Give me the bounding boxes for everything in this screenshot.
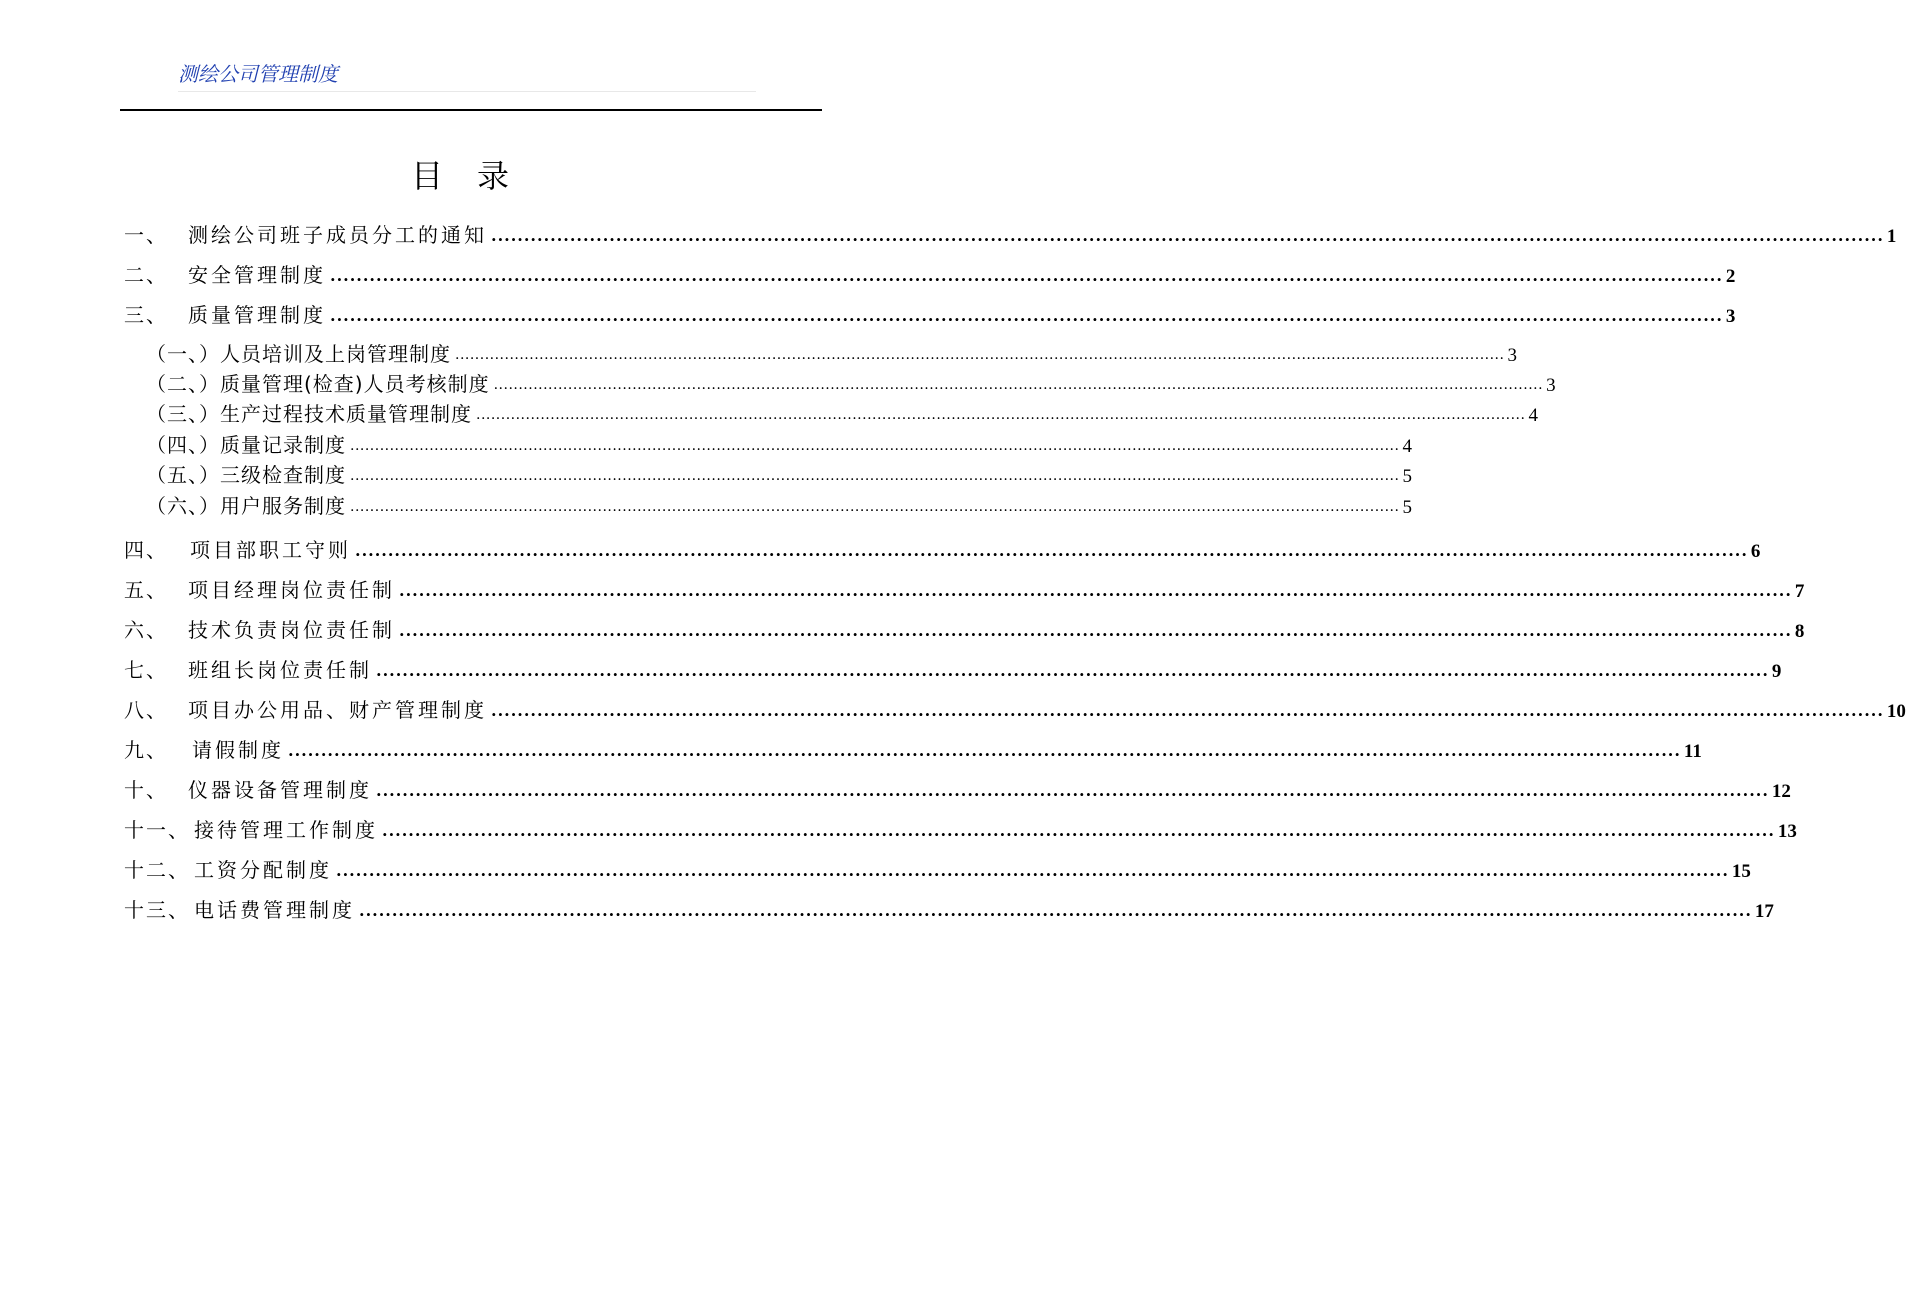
- toc-dot-leader: ....................................................................................................................................................................................................................: [399, 581, 1792, 600]
- toc-entry-page-number: 10: [1886, 701, 1906, 722]
- toc-entry[interactable]: [124, 813, 1797, 843]
- header-faint-rule: [178, 91, 756, 92]
- toc-entry-label: （六、）用户服务制度: [146, 494, 346, 518]
- toc-dot-leader: ....................................................................................................................................................................................................................: [376, 661, 1769, 680]
- toc-entry-page-number: 8: [1794, 621, 1805, 642]
- toc-entry-number: 六、: [124, 618, 168, 642]
- toc-entry[interactable]: [124, 653, 1782, 683]
- toc-dot-leader: ....................................................................................................................................................................................................................: [455, 347, 1505, 363]
- toc-entry-page-number: 5: [1402, 497, 1412, 518]
- toc-entry-page-number: 11: [1683, 741, 1702, 762]
- toc-dot-leader: ....................................................................................................................................................................................................................: [355, 541, 1748, 560]
- header-rule: [120, 109, 822, 111]
- toc-entry-label: 项目经理岗位责任制: [188, 578, 395, 602]
- toc-entry[interactable]: [146, 460, 1412, 488]
- toc-entry-number: 二、: [124, 263, 168, 287]
- toc-entry-number: 十二、: [124, 858, 190, 882]
- toc-entry-page-number: 5: [1402, 466, 1412, 487]
- toc-entry-page-number: 9: [1771, 661, 1782, 682]
- toc-dot-leader: ....................................................................................................................................................................................................................: [399, 621, 1792, 640]
- toc-entry-page-number: 6: [1750, 541, 1761, 562]
- toc-entry[interactable]: [124, 613, 1805, 643]
- toc-dot-leader: ....................................................................................................................................................................................................................: [476, 407, 1526, 423]
- toc-entry[interactable]: [146, 430, 1412, 458]
- toc-entry-page-number: 13: [1777, 821, 1797, 842]
- toc-entry[interactable]: [146, 399, 1538, 427]
- toc-entry-page-number: 1: [1886, 226, 1897, 247]
- toc-entry-number: 四、: [124, 538, 168, 562]
- toc-dot-leader: ....................................................................................................................................................................................................................: [330, 306, 1723, 325]
- toc-entry-label: 安全管理制度: [188, 263, 326, 287]
- toc-entry-number: 五、: [124, 578, 168, 602]
- toc-entry-label: 项目部职工守则: [190, 538, 351, 562]
- toc-entry[interactable]: [124, 733, 1702, 763]
- toc-entry[interactable]: [146, 491, 1412, 519]
- toc-entry-label: （一、）人员培训及上岗管理制度: [146, 342, 451, 366]
- toc-entry-label: 项目办公用品、财产管理制度: [188, 698, 487, 722]
- toc-entry-page-number: 3: [1507, 345, 1517, 366]
- toc-entry-label: 质量管理制度: [188, 303, 326, 327]
- toc-dot-leader: ....................................................................................................................................................................................................................: [359, 901, 1752, 920]
- toc-entry-label: （二、）质量管理(检查)人员考核制度: [146, 372, 490, 396]
- toc-entry-number: 七、: [124, 658, 168, 682]
- toc-entry-label: （五、）三级检查制度: [146, 463, 346, 487]
- toc-entry-page-number: 7: [1794, 581, 1805, 602]
- toc-entry[interactable]: [124, 773, 1791, 803]
- toc-entry-number: 十三、: [124, 898, 190, 922]
- toc-entry-page-number: 3: [1725, 306, 1736, 327]
- toc-dot-leader: ....................................................................................................................................................................................................................: [493, 377, 1544, 393]
- toc-entry-page-number: 12: [1771, 781, 1791, 802]
- toc-entry-number: 三、: [124, 303, 168, 327]
- toc-dot-leader: ....................................................................................................................................................................................................................: [350, 499, 1400, 515]
- toc-entry[interactable]: [124, 573, 1805, 603]
- toc-entry-page-number: 2: [1725, 266, 1736, 287]
- toc-entry-label: （三、）生产过程技术质量管理制度: [146, 402, 472, 426]
- toc-entry[interactable]: [146, 339, 1517, 367]
- toc-dot-leader: ....................................................................................................................................................................................................................: [350, 468, 1400, 484]
- toc-entry-page-number: 15: [1731, 861, 1751, 882]
- toc-entry-page-number: 17: [1754, 901, 1774, 922]
- toc-entry[interactable]: [146, 369, 1556, 397]
- toc-entry-number: 八、: [124, 698, 168, 722]
- toc-entry[interactable]: [124, 298, 1736, 328]
- toc-entry-number: 十一、: [124, 818, 190, 842]
- toc-entry[interactable]: [124, 533, 1761, 563]
- toc-entry-label: 技术负责岗位责任制: [188, 618, 395, 642]
- document-header-title: 测绘公司管理制度: [178, 62, 338, 86]
- toc-dot-leader: ....................................................................................................................................................................................................................: [350, 438, 1400, 454]
- toc-entry-number: 九、: [124, 738, 168, 762]
- toc-dot-leader: ....................................................................................................................................................................................................................: [336, 861, 1729, 880]
- toc-entry[interactable]: [124, 853, 1751, 883]
- toc-title: 目录: [410, 157, 543, 195]
- toc-entry-number: 一、: [124, 223, 168, 247]
- toc-entry-label: 接待管理工作制度: [194, 818, 378, 842]
- toc-entry-label: 请假制度: [192, 738, 284, 762]
- toc-entry-label: 电话费管理制度: [194, 898, 355, 922]
- toc-dot-leader: ....................................................................................................................................................................................................................: [491, 701, 1884, 720]
- toc-entry[interactable]: [124, 893, 1774, 923]
- toc-entry-label: 测绘公司班子成员分工的通知: [188, 223, 487, 247]
- toc-entry-page-number: 4: [1528, 405, 1538, 426]
- toc-entry[interactable]: [124, 693, 1906, 723]
- toc-dot-leader: ....................................................................................................................................................................................................................: [376, 781, 1769, 800]
- toc-dot-leader: ....................................................................................................................................................................................................................: [382, 821, 1775, 840]
- toc-dot-leader: ....................................................................................................................................................................................................................: [330, 266, 1723, 285]
- toc-entry[interactable]: [124, 218, 1897, 248]
- toc-entry[interactable]: [124, 258, 1736, 288]
- toc-entry-label: 工资分配制度: [194, 858, 332, 882]
- toc-entry-label: 仪器设备管理制度: [188, 778, 372, 802]
- toc-dot-leader: ....................................................................................................................................................................................................................: [288, 741, 1681, 760]
- toc-entry-label: 班组长岗位责任制: [188, 658, 372, 682]
- toc-entry-page-number: 3: [1546, 375, 1556, 396]
- toc-dot-leader: ....................................................................................................................................................................................................................: [491, 226, 1884, 245]
- toc-entry-page-number: 4: [1402, 436, 1412, 457]
- toc-entry-label: （四、）质量记录制度: [146, 433, 346, 457]
- toc-entry-number: 十、: [124, 778, 168, 802]
